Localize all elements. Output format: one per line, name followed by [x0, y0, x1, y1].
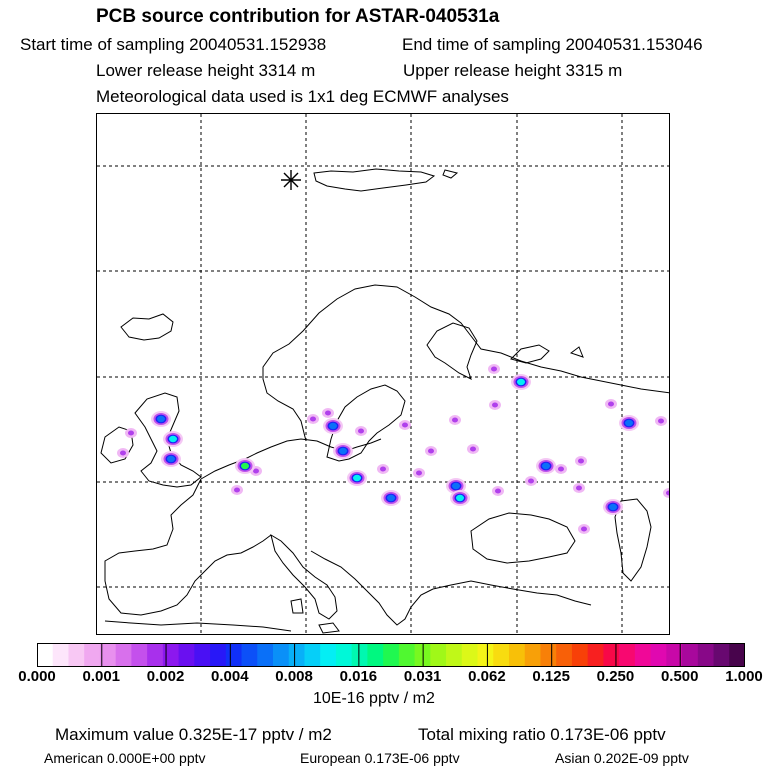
turkey-coast [433, 581, 591, 605]
colorbar-segment [525, 643, 541, 667]
colorbar-segment [320, 643, 336, 667]
iceland-coast [121, 314, 173, 340]
map-title: PCB source contribution for ASTAR-040531a [96, 6, 500, 27]
faint-spot [380, 467, 386, 472]
colorbar-segment [619, 643, 635, 667]
sardinia-coast [291, 599, 303, 613]
faint-spot [608, 402, 614, 407]
hotspot-layer [151, 374, 639, 515]
faint-spot [310, 417, 316, 422]
colorbar-tick-label: 0.062 [468, 668, 506, 685]
colorbar-segment [367, 643, 383, 667]
white-sea-coast [427, 323, 477, 379]
faint-spot [492, 403, 498, 408]
colorbar-segment [336, 643, 352, 667]
colorbar-tick-label: 0.250 [596, 668, 635, 685]
asian-label: Asian 0.202E-09 pptv [555, 750, 689, 766]
colorbar-segment [588, 643, 604, 667]
colorbar-tick-label: 1.000 [725, 668, 763, 685]
colorbar-tick-label: 0.016 [339, 668, 378, 685]
colorbar-segment [242, 643, 258, 667]
scandinavia-arctic-coast [263, 285, 670, 441]
colorbar-segment [383, 643, 399, 667]
faint-spot [358, 429, 364, 434]
map-canvas [97, 114, 670, 635]
faint-spot [234, 488, 240, 493]
hotspot-contour [241, 463, 249, 469]
faint-spot [402, 423, 408, 428]
colorbar-segment [84, 643, 100, 667]
faint-spot [576, 486, 582, 491]
colorbar-segment [651, 643, 667, 667]
american-label: American 0.000E+00 pptv [44, 750, 206, 766]
colorbar-segment [509, 643, 525, 667]
faint-spot [452, 418, 458, 423]
colorbar-segment [116, 643, 132, 667]
european-label: European 0.173E-06 pptv [300, 750, 460, 766]
colorbar-segment [210, 643, 226, 667]
colorbar-tick-label: 0.004 [211, 668, 249, 685]
colorbar-segment [226, 643, 242, 667]
total-mixing-label: Total mixing ratio 0.173E-06 pptv [418, 725, 666, 744]
map-panel [96, 113, 670, 635]
start-time-label: Start time of sampling 20040531.152938 [20, 35, 327, 54]
hotspot-contour [387, 495, 395, 501]
colorbar-segment [729, 643, 745, 667]
kanin-coast [511, 345, 549, 363]
hotspot-contour [353, 475, 361, 481]
colorbar-tick-label: 0.125 [532, 668, 570, 685]
colorbar-segment [304, 643, 320, 667]
hotspot-contour [609, 504, 617, 510]
faint-spot [470, 447, 476, 452]
colorbar-tick-label: 0.000 [18, 668, 56, 685]
met-data-label: Meteorological data used is 1x1 deg ECMWF analyses [96, 87, 509, 106]
colorbar-segment [635, 643, 651, 667]
western-europe-coast [105, 479, 271, 615]
colorbar-segment [257, 643, 273, 667]
colorbar-segment [430, 643, 446, 667]
hotspot-contour [339, 448, 347, 454]
colorbar-tick-label: 0.500 [660, 668, 699, 685]
colorbar [37, 643, 745, 667]
colorbar-tick-label: 0.031 [403, 668, 442, 685]
colorbar-segment [399, 643, 415, 667]
colorbar-segment [100, 643, 116, 667]
colorbar-segment [37, 643, 53, 667]
colorbar-segment [53, 643, 69, 667]
hotspot-contour [456, 495, 464, 501]
colorbar-tick-label: 0.002 [146, 668, 185, 685]
hotspot-contour [167, 456, 175, 462]
colorbar-segment [603, 643, 619, 667]
hotspot-contour [329, 423, 337, 429]
svalbard-coast [314, 169, 434, 191]
colorbar-segment [163, 643, 179, 667]
colorbar-segment [698, 643, 714, 667]
end-time-label: End time of sampling 20040531.153046 [402, 35, 703, 54]
faint-spot [325, 411, 331, 416]
colorbar-segment [462, 643, 478, 667]
colorbar-segment [446, 643, 462, 667]
hotspot-contour [517, 379, 525, 385]
colorbar-segment [556, 643, 572, 667]
upper-release-label: Upper release height 3315 m [403, 61, 623, 80]
colorbar-segment [478, 643, 494, 667]
lat-lon-grid [97, 114, 670, 635]
italy-coast [271, 535, 337, 619]
africa-coast [105, 621, 291, 631]
faint-spot [495, 489, 501, 494]
faint-spot [128, 431, 134, 436]
colorbar-segment [273, 643, 289, 667]
coastlines [101, 169, 670, 633]
faint-spot [558, 467, 564, 472]
faint-spot [120, 451, 126, 456]
colorbar-segment [289, 643, 305, 667]
faint-spot [578, 459, 584, 464]
island-coast [571, 347, 583, 357]
colorbar-tick-label: 0.008 [275, 668, 313, 685]
faint-spot [491, 367, 497, 372]
black-sea-coast [471, 513, 575, 563]
faint-spot [658, 419, 664, 424]
max-value-label: Maximum value 0.325E-17 pptv / m2 [55, 725, 332, 744]
colorbar-segment [194, 643, 210, 667]
colorbar-segment [540, 643, 556, 667]
faint-spot [416, 471, 422, 476]
faint-spot [581, 527, 587, 532]
colorbar-ticks [0, 668, 768, 688]
colorbar-segment [131, 643, 147, 667]
colorbar-segment [352, 643, 368, 667]
colorbar-segment [179, 643, 195, 667]
colorbar-segment [682, 643, 698, 667]
colorbar-segment [572, 643, 588, 667]
sicily-coast [319, 623, 339, 633]
island-coast [443, 170, 457, 178]
lower-release-label: Lower release height 3314 m [96, 61, 316, 80]
colorbar-tick-label: 0.001 [82, 668, 121, 685]
hotspot-contour [625, 420, 633, 426]
colorbar-segment [714, 643, 730, 667]
hotspot-contour [157, 416, 165, 422]
asterisk-marker [281, 170, 301, 190]
colorbar-segment [68, 643, 84, 667]
hotspot-contour [542, 463, 550, 469]
colorbar-segment [493, 643, 509, 667]
colorbar-segment [147, 643, 163, 667]
colorbar-unit-label: 10E-16 pptv / m2 [313, 690, 435, 707]
hotspot-contour [452, 483, 460, 489]
faint-spot [428, 449, 434, 454]
hotspot-contour [169, 436, 177, 442]
faint-spot [528, 479, 534, 484]
